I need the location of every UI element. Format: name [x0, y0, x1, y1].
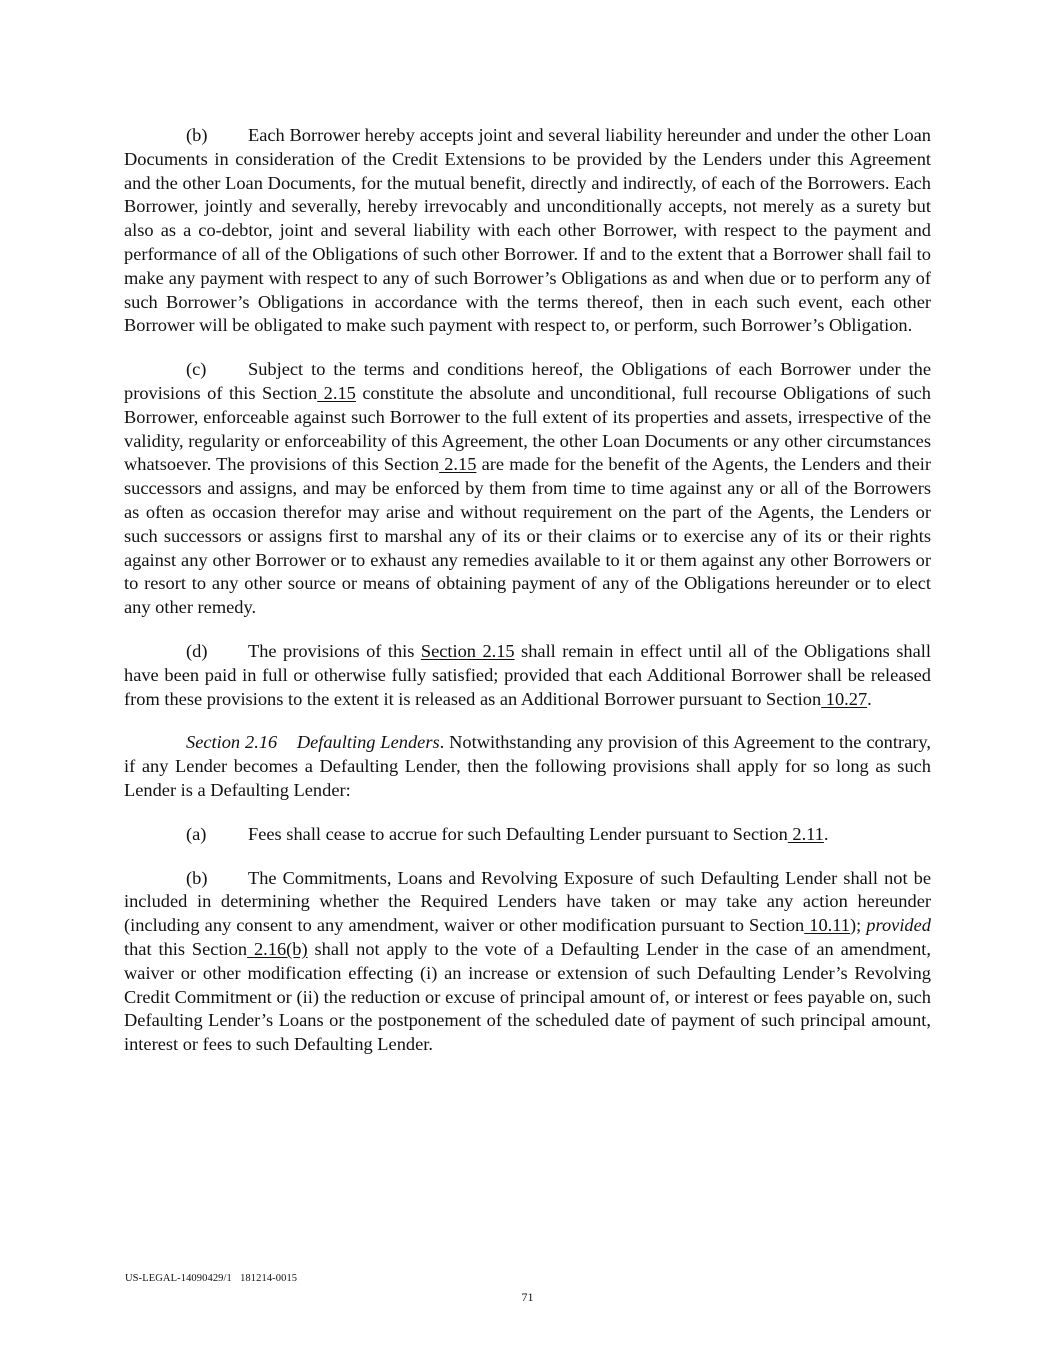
paragraph-b-joint-liability [124, 124, 931, 338]
clause-text: Each Borrower hereby accepts joint and several liability hereunder and under the other Loan Documents in consideration of the Credit Extensions to be provided by the Lenders under this Agreement and the other Loan Documents, for the mutual benefit, directly and indirectly, of each of the Borrowers. Each Borrower, jointly and severally, hereby irrevocably and unconditionally accepts, not merely as a surety but also as a co-debtor, joint and several liability with each other Borrower, with respect to the payment and performance of all of the Obligations of such other Borrower. If and to the extent that a Borrower shall fail to make any payment with respect to any of such Borrower’s Obligations as and when due or to perform any of such Borrower’s Obligations in accordance with the terms thereof, then in each such event, each other Borrower will be obligated to make such payment with respect to, or perform, such Borrower’s Obligation. [124, 125, 931, 336]
clause-text: Subject to the terms and conditions hereof, the Obligations of each Borrower under the provisions of this Section [124, 359, 931, 403]
clause-text: that this Section [124, 938, 248, 959]
section-reference-link: 10.11 [804, 915, 850, 936]
clause-text: are made for the benefit of the Agents, the Lenders and their successors and assigns, and may be enforced by them from time to time against any or all of the Borrowers as often as occasion therefor may arise and without requirement on the part of the Agents, the Lenders or such successors or assigns first to marshal any of its or their claims or to exercise any of its or their rights against any other Borrower or to exhaust any remedies available to it or them against any other Borrowers or to resort to any other source or means of obtaining payment of any of the Obligations hereunder or to elect any other remedy. [124, 454, 932, 618]
clause-text: . Notwithstanding any provision of this Agreement to the contrary, if any Lender becomes a Defaulting Lender, then the following provisions shall apply for so long as such Lender is a Defaulting Lender: [124, 732, 931, 800]
clause-label: (c) [186, 359, 207, 380]
paragraph-b-commitments [124, 867, 931, 1057]
clause-text: shall remain in effect until all of the Obligations shall have been paid in full or otherwise fully satisfied; provided that each Additional Borrower shall be released from these provisions to the extent it is released as an Additional Borrower pursuant to Section [124, 640, 931, 709]
section-reference-link: Section 2.15 [420, 640, 515, 661]
document-id-footer: US-LEGAL-14090429/1 181214-0015 [125, 1273, 298, 1284]
section-heading: Section 2.16 Defaulting Lenders [186, 732, 440, 753]
clause-label: (b) [186, 125, 208, 145]
clause-text: . [867, 688, 872, 709]
section-reference-link: 2.16(b) [247, 938, 308, 959]
paragraph-d-effect [124, 640, 931, 711]
paragraph-c-obligations [124, 358, 931, 620]
italic-term: provided [866, 915, 931, 936]
paragraph-a-fees [124, 823, 931, 847]
section-reference-link: 2.15 [317, 382, 356, 403]
clause-text: The Commitments, Loans and Revolving Exposure of such Defaulting Lender shall not be included in determining whether the Required Lenders have taken or may take any action hereunder (including any consent to any amendment, waiver or other modification pursuant to Section [124, 867, 931, 936]
section-2-16-intro [124, 731, 931, 802]
section-reference-link: 2.15 [439, 454, 477, 475]
section-reference-link: 10.27 [821, 688, 868, 709]
clause-label: (a) [186, 823, 207, 844]
section-reference-link: 2.11 [787, 823, 824, 844]
clause-text: The provisions of this [248, 640, 421, 661]
clause-text: ); [850, 915, 867, 936]
clause-label: (b) [186, 867, 208, 888]
clause-text: Fees shall cease to accrue for such Defaulting Lender pursuant to Section [248, 823, 788, 844]
page-number: 71 [521, 1290, 534, 1304]
clause-label: (d) [186, 640, 208, 661]
clause-text: . [823, 823, 829, 844]
clause-text: shall not apply to the vote of a Defaulting Lender in the case of an amendment, waiver or other modification effecting (i) an increase or extension of such Defaulting Lender’s Revolving Credit Commitment or (ii) the reduction or excuse of principal amount of, or interest or fees payable on, such Defaulting Lender’s Loans or the postponement of the scheduled date of payment of such principal amount, interest or fees to such Defaulting Lender. [124, 938, 931, 1055]
document-body [124, 124, 931, 1057]
clause-text: constitute the absolute and unconditional, full recourse Obligations of such Borrower, enforceable against such Borrower to the full extent of its properties and assets, irrespective of the validity, regularity or enforceability of this Agreement, the other Loan Documents or any other circumstances whatsoever. The provisions of this Section [124, 382, 932, 475]
